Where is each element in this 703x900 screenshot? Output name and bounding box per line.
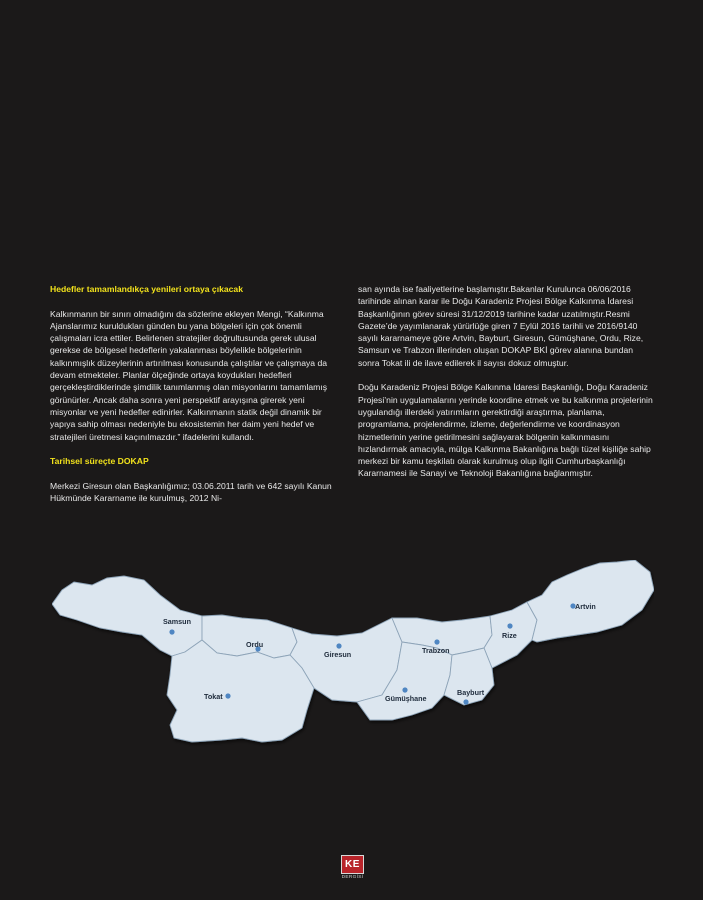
city-label-giresun: Giresun bbox=[324, 650, 352, 659]
body-paragraph: san ayında ise faaliyetlerine başlamıştır.Bakanlar Kurulunca 06/06/2016 tarihinde alınan karar ile Doğu Karadeniz Projesi Bölge Kalkınma İdaresi Başkanlığının görev süresi 31/12/2019 tarihine kadar uzatılmıştır.Resmi Gazete’de yayımlanarak yürürlüğe giren 7 Eylül 2016 tarihli ve 2016/9140 sayılı kararnameye göre Artvin, Bayburt, Giresun, Gümüşhane, Ordu, Rize, Samsun ve Trabzon illerinden oluşan DOKAP BKİ görev alanına bundan sonra Tokat ili de ilave edilerek il sayısı dokuz olmuştur. bbox=[358, 284, 644, 368]
city-dot-tokat bbox=[225, 693, 230, 698]
city-label-gumushane: Gümüşhane bbox=[385, 694, 427, 703]
body-paragraph: Merkezi Giresun olan Başkanlığımız; 03.06.2011 tarih ve 642 sayılı Kanun Hükmünde Kararname ile kurulmuş, 2012 Ni- bbox=[50, 480, 332, 504]
city-dot-samsun bbox=[169, 629, 174, 634]
city-label-trabzon: Trabzon bbox=[422, 646, 450, 655]
city-dot-trabzon bbox=[434, 639, 439, 644]
logo-subtitle: DERGİSİ bbox=[341, 875, 364, 880]
logo-mark: KE bbox=[341, 855, 364, 874]
city-dot-rize bbox=[507, 623, 512, 628]
city-label-rize: Rize bbox=[502, 631, 517, 640]
province-ordu bbox=[202, 615, 297, 658]
city-label-artvin: Artvin bbox=[575, 602, 596, 611]
city-dot-giresun bbox=[336, 643, 341, 648]
magazine-logo bbox=[341, 855, 364, 885]
city-label-tokat: Tokat bbox=[204, 692, 223, 701]
city-label-samsun: Samsun bbox=[163, 617, 191, 626]
city-label-ordu: Ordu bbox=[246, 640, 264, 649]
section-heading: Hedefler tamamlandıkça yenileri ortaya çıkacak bbox=[50, 284, 243, 294]
city-label-bayburt: Bayburt bbox=[457, 688, 485, 697]
left-column bbox=[50, 283, 338, 517]
province-samsun bbox=[52, 576, 202, 656]
body-paragraph: Kalkınmanın bir sınırı olmadığını da sözlerine ekleyen Mengi, “Kalkınma Ajanslarımız kuruldukları günden bu yana bölgeleri için çok önemli çalışmaları icra ettiler. Belirlenen stratejiler doğrultusunda gerek ulusal gerekse de bölgesel hedeflerin yakalanması böylelikle bölgelerinin kalkınmışlık düzeylerinin artırılması konusunda çalıştılar ve çalışmaya da devam etmekteler. Planlar ölçeğinde ortaya koydukları hedefleri gerçekleştirdiklerinde şimdilik tanımlanmış olan misyonlarını tamamlamış görünürler. Ancak daha sonra yeni perspektif arayışına girerek yeni misyonlar ve yeni hedefler edinirler. Kalkınmanın statik değil dinamik bir yapıya sahip olması nedeniyle bu ekosistemin her daim yeni hedef ve stratejileri üretmesi kaçınılmazdır.” ifadelerini kullandı. bbox=[50, 308, 328, 442]
province-artvin bbox=[527, 560, 654, 642]
city-dot-gumushane bbox=[402, 687, 407, 692]
right-column bbox=[358, 283, 654, 492]
body-paragraph: Doğu Karadeniz Projesi Bölge Kalkınma İdaresi Başkanlığı, Doğu Karadeniz Projesi’nin uygulamalarını yerinde koordine etmek ve bu kalkınma projelerinin uygulandığı illerdeki yatırımların gerektirdiği araştırma, planlama, programlama, projelendirme, izleme, değerlendirme ve koordinasyon hizmetlerinin yerine getirilmesini sağlayarak bölgenin kalkınmasını hızlandırmak amacıyla, mülga Kalkınma Bakanlığına bağlı tüzel kişiliğe sahip merkezi bir kamu teşkilatı olarak kurulmuş olup ilgili Cumhurbaşkanlığı Kararnamesi ile Sanayi ve Teknoloji Bakanlığına bağlanmıştır. bbox=[358, 382, 653, 479]
section-heading: Tarihsel süreçte DOKAP bbox=[50, 456, 149, 467]
city-dot-bayburt bbox=[463, 699, 468, 704]
region-map bbox=[52, 560, 654, 750]
